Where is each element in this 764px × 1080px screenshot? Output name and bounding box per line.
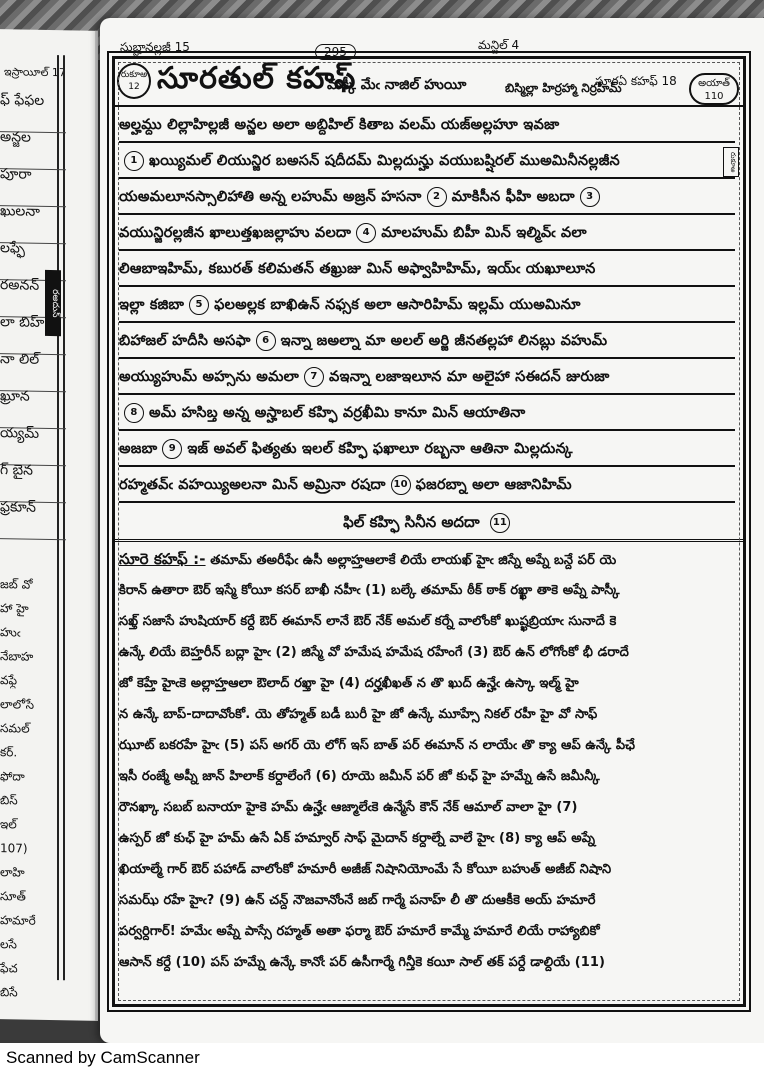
verse-text: బిహాజల్ హదీసి అసఫా (119, 333, 251, 349)
tafsir-line: రౌనఖ్కా సబబ్ బనాయా హైకె హమ్ ఉన్హేఁ ఆజ్మాలేఁకె ఉన్మేసే కౌన్ నేక్ ఆమాల్ వాలా హై (7) (119, 800, 578, 815)
verse-text: అమ్ హసిబ్త అన్న అస్హాబల్ కహ్ఫి వర్రఖీమి కానూ మిన్ ఆయాతినా (149, 405, 526, 421)
left-page-line: య్యమ్ (0, 424, 66, 466)
left-facing-page (0, 29, 98, 1021)
left-page-commentary-line: బిస్ (0, 793, 18, 808)
ruku-badge: రుకూఅ 12 (117, 63, 151, 99)
verse-number-marker: 4 (356, 223, 376, 243)
left-page-commentary-line: ఇల్ (0, 817, 17, 832)
verse-text: అయ్యుహుమ్ అహ్సను అమలా (119, 369, 300, 385)
verse-text: యఅమలూనస్సాలిహాతి అన్న లహుమ్ అజ్రన్ హసనా (119, 189, 422, 205)
verse-line (119, 253, 735, 287)
left-page-line: పూరా (0, 165, 66, 207)
verse-text: ఇల్లా కజిబా (119, 297, 185, 313)
left-page-commentary-line: కర్. (0, 745, 18, 760)
tafsir-line: జో కెహ్తే హైఁకె అల్లాహ్తఆలా ఔలాద్ రఖ్తా హై (4) దర్హఖీఖత్ న తొ ఖుద్ ఉన్హేఁ ఉస్కా ఇల్మ్ హై (119, 676, 579, 691)
tafsir-line (119, 545, 737, 575)
verse-number-marker: 8 (124, 403, 144, 423)
verse-line (119, 109, 735, 143)
tafsir-text: తమామ్ తఅరీఫేఁ ఉసీ అల్లాహ్తఆలాకే లియే లాయఖ్ హైఁ జిస్నే అప్నే బన్దే పర్ యె (210, 553, 617, 568)
tafsir-line: కిరాన్ ఉతారా ఔర్ ఇస్మే కోయీ కసర్ బాఖీ నహీఁ (1) బల్కే తమామ్ ఠీక్ ఠాక్ రఖ్ఖా తాకె అప్నే పాస్కీ (119, 583, 620, 598)
header-surah-number: సూరఏ కహఫ్ 18 (595, 74, 677, 88)
left-page-commentary-line: లాహి (0, 865, 25, 880)
tafsir-line: ఉన్కే లియే బెహ్తరీన్ బద్లా హైఁ (2) జిస్మే వో హమేష హమేష రహేంగే (3) ఔర్ ఉన్ లోగోంకో భీ డరాదే (119, 645, 629, 660)
left-page-line: గ్ బైన (0, 461, 66, 503)
tafsir-line: ఖియాల్మే గార్ ఔర్ పహాడ్ వాలోంకో హమారీ అజీజ్ నిషానియోంమే సే కోయీ బహుత్ అజీబ్ నిషాని (119, 862, 612, 877)
ayat-count-badge: అయాత్ 110 (689, 73, 739, 105)
left-page-line: అన్జల (0, 128, 66, 170)
scanner-watermark: Scanned by CamScanner (6, 1048, 200, 1067)
verse-number-marker: 10 (391, 475, 411, 495)
verse-text: ఇజ్ అవల్ ఫిత్యతు ఇలల్ కహ్ఫి ఫఖాలూ రబ్బనా ఆతినా మిల్లదున్క (187, 441, 573, 457)
tafsir-line: సమఝ్ రహే హైఁ? (9) ఉన్ చన్ద్ నౌజవానోంనే జబ్ గార్మే పనాహ్ లీ తొ దుఆకీకె అయ్ హమారే (119, 893, 596, 908)
left-page-commentary-line: హా హై (0, 601, 29, 616)
verse-text: మాకిసీన ఫీహి అబదా (451, 189, 575, 205)
verse-number-marker: 1 (124, 151, 144, 171)
verse-line (119, 145, 735, 179)
verse-line (119, 181, 735, 215)
verse-line (119, 469, 735, 503)
tafsir-line: న ఉన్కే బాప్-దాదావోంకో. యె తోహ్మత్ బడీ బురీ హై జో ఉన్కే మూహ్సే నికల్ రహీ హై వో సాఫ్ (119, 707, 598, 722)
makki-label: మక్కీ మేఁ నాజిల్ హుయీ (327, 77, 467, 93)
tafsir-line: ఆసాన్ కర్దే (10) పస్ హమ్నే ఉన్కే కానోఁ పర్ ఉసీగార్మే గిన్తీకె కయీ సాల్ తక్ పర్దే డాల్దియే (11) (119, 955, 606, 970)
left-page-commentary-line: ఫోదా (0, 769, 25, 784)
left-page-line: ఖ్రూన (0, 387, 66, 429)
verse-text: వయున్జిరల్లజీన ఖాలుత్తఖజల్లాహు వలదా (119, 225, 352, 241)
verse-number-marker: 5 (189, 295, 209, 315)
tafsir-line: పర్వర్దిగార్! హమేఁ అప్నే పాస్సే రహ్మత్ అతా ఫర్మా ఔర్ హమారే కామ్మే హమారే లియే రాహ్యాబికో (119, 924, 600, 939)
bismillah-text: బిస్మిల్లా హిర్రహ్మా నిర్రహీమ్ (505, 81, 622, 95)
left-page-line: లఫ్ఫే (0, 239, 66, 281)
verse-text: వఇన్నా లజాఇలూన మా అలైహా సఈదన్ జురుజా (329, 369, 610, 385)
quran-text-frame (112, 56, 746, 1007)
tafsir-line: ఇసీ రంజ్మే అప్నీ జాన్ హిలాక్ కర్దాలేంగే (6) రూయె జమీన్ పర్ జో కుఛ్ హై హమ్నే ఉసే జమీన్కీ (119, 769, 600, 784)
left-page-commentary-line: నేబాహ (0, 649, 34, 664)
verse-number-marker: 11 (490, 513, 510, 533)
left-page-commentary-line: లసే (0, 937, 17, 952)
left-page-commentary-line: ఫేచ (0, 961, 18, 976)
main-page (100, 18, 764, 1043)
verse-line (119, 289, 735, 323)
left-side-label: రఅదున్ (45, 270, 61, 336)
left-page-commentary-line: 107) (0, 841, 28, 856)
verse-line (119, 325, 735, 359)
verse-line (119, 217, 735, 251)
header-manzil: మన్జిల్ 4 (478, 38, 520, 52)
verse-text: ఫిల్ కహ్ఫి సినీన అదదా (343, 513, 480, 531)
page-number: 295 (315, 44, 356, 60)
verse-line (119, 361, 735, 395)
left-page-line: రఅనన్ (0, 276, 66, 318)
verse-line-final (115, 505, 743, 542)
ruku-side-marker: రుకూఅ (723, 147, 739, 177)
left-page-commentary-line: బిసే (0, 985, 18, 1000)
verse-number-marker: 2 (427, 187, 447, 207)
left-page-header: ఇస్రాయీల్ 17 (4, 65, 66, 80)
verse-text: ఫజరబ్నా అలా ఆజానిహిమ్ (415, 477, 572, 493)
verse-line (119, 433, 735, 467)
verse-text: అల్హమ్దు లిల్లాహిల్లజీ అన్జల అలా అబ్దిహిల్ కితాబ వలమ్ యజ్అల్లహూ ఇవజా (119, 117, 560, 133)
left-page-commentary-line: హుఁ (0, 625, 21, 640)
tafsir-heading: సూరె కహఫ్ :- (119, 550, 206, 568)
tafsir-line: ఝూట్ బకరహే హైఁ (5) పస్ అగర్ యె లోగ్ ఇస్ బాత్ పర్ ఈమాన్ న లాయేఁ తొ క్యా ఆప్ ఉన్కే పీఛే (119, 738, 636, 753)
tafsir-line: సఖ్త్ సజాసే హుషియార్ కర్దే ఔర్ ఈమాన్ లానే ఔర్ నేక్ అమల్ కర్నే వాలోంకో ఖుష్ఖబ్రియాఁ సునాదే కె (119, 614, 617, 629)
left-page-line: నా లిల్ (0, 350, 66, 392)
tafsir-line: ఉస్పర్ జో కుఛ్ హై హమ్ ఉసే ఏక్ హమ్వార్ సాఫ్ మైదాన్ కర్దాల్నే వాలే హైఁ (8) క్యా ఆప్ అప్నే (119, 831, 596, 846)
verse-line (119, 397, 735, 431)
verse-text: ఖయ్యిమల్ లియున్జిర బఅసన్ షదీదమ్ మిల్లదున్హు వయుబష్షిరల్ ముఅమినీనల్లజీన (149, 153, 620, 169)
left-page-commentary-line: వఫ్దే (0, 673, 18, 688)
left-page-line: ఖులనా (0, 202, 66, 244)
left-page-commentary-line: హమారే (0, 913, 36, 928)
verse-number-marker: 7 (304, 367, 324, 387)
verse-text: మాలహుమ్ బిహీ మిన్ ఇల్మివ్ఁ వలా (381, 225, 587, 241)
verse-text: రహ్మతవ్ఁ వహయ్యిఅలనా మిన్ అమ్రినా రషదా (119, 477, 386, 493)
verse-number-marker: 3 (580, 187, 600, 207)
surah-title: సూరతుల్ కహఫ్ (157, 61, 357, 96)
verse-number-marker: 6 (256, 331, 276, 351)
header-para: సుబ్హానల్లజీ 15 (120, 40, 190, 54)
verse-text: అజబా (119, 441, 158, 457)
left-page-commentary-line: సూత్ (0, 889, 26, 904)
left-page-line: ఫ్రకూన్ (0, 498, 66, 540)
verse-number-marker: 9 (162, 439, 182, 459)
left-page-commentary-line: లాలోసే (0, 697, 35, 712)
left-page-commentary-line: జబ్ వో (0, 577, 33, 592)
verse-text: ఇన్నా జఅల్నా మా అలల్ అర్జి జీనతల్లహా లినబ్లు వహుమ్ (280, 333, 608, 349)
left-page-line: ఫ్ ఫేఫల (0, 91, 66, 133)
left-page-line: లా బిహ్ (0, 313, 66, 355)
left-page-commentary-line: సమల్ (0, 721, 30, 736)
verse-text: ఫలఅల్లక బాఖిఉన్ నఫ్సక అలా ఆసారిహిమ్ ఇల్లమ్ యుఅమినూ (214, 297, 581, 313)
verse-text: లిఆబాఇహిమ్, కబురత్ కలిమతన్ తఖ్రుజు మిన్ అఫ్వాహిహిమ్, ఇయ్ఁ యఖూలూన (119, 261, 596, 277)
